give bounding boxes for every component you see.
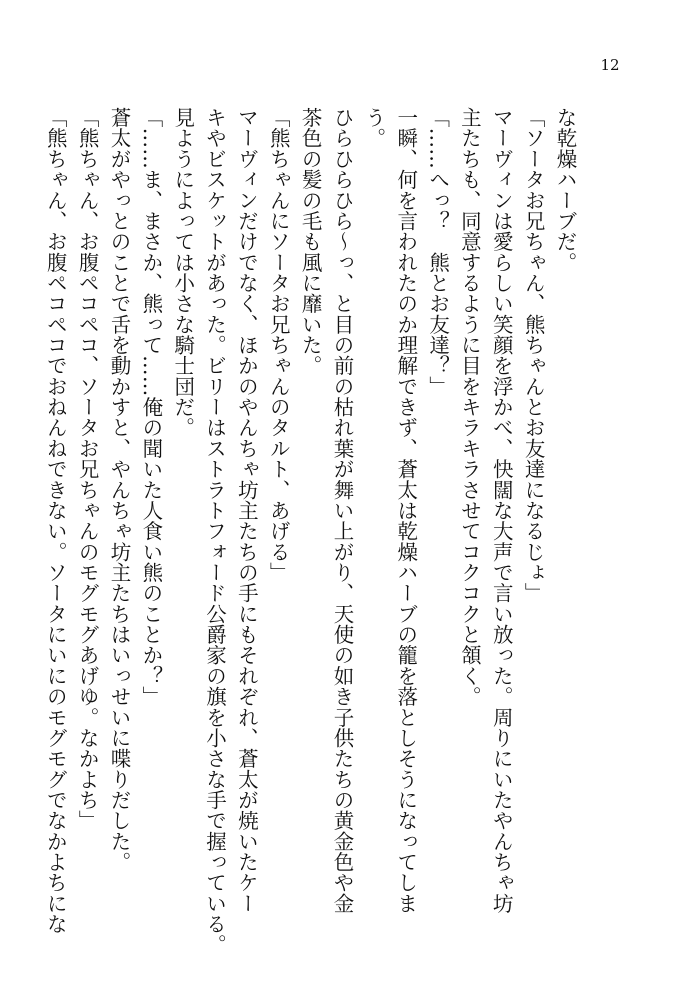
text-line: う。 xyxy=(361,107,386,149)
text-line: キやビスケットがあった。ビリーはストラトフォード公爵家の旗を小さな手で握っている。 xyxy=(202,107,227,955)
text-line: 「熊ちゃんにソータお兄ちゃんのタルト、あげる」 xyxy=(266,107,291,583)
text-line: マーヴィンは愛らしい笑顔を浮かべ、快闊な大声で言い放った。周りにいたやんちゃ坊 xyxy=(489,107,514,914)
text-line: 「……ま、まさか、熊って……俺の聞いた人食い熊のことか？」 xyxy=(138,107,163,707)
text-line: 「熊ちゃん、お腹ペコペコ、ソータお兄ちゃんのモグモグあげゆ。なかよち」 xyxy=(75,107,100,831)
text-line: マーヴィンだけでなく、ほかのやんちゃ坊主たちの手にもそれぞれ、蒼太が焼いたケー xyxy=(234,107,259,914)
text-line: 「ソータお兄ちゃん、熊ちゃんとお友達になるじょ」 xyxy=(521,107,546,604)
text-line: 茶色の髪の毛も風に靡いた。 xyxy=(298,107,323,376)
text-line: 見ようによっては小さな騎士団だ。 xyxy=(170,107,195,438)
text-line: な乾燥ハーブだ。 xyxy=(553,107,577,273)
text-line: 「……へっ？ 熊とお友達？」 xyxy=(425,107,450,397)
novel-text-block xyxy=(43,107,580,955)
text-line: 一瞬、何を言われたのか理解できず、蒼太は乾燥ハーブの籠を落としそうになってしま xyxy=(393,107,418,914)
page-number: 12 xyxy=(600,56,620,74)
text-line: 蒼太がやっとのことで舌を動かすと、やんちゃ坊主たちはいっせいに喋りだした。 xyxy=(106,107,131,873)
text-line: 「熊ちゃん、お腹ペコペコでおねんねできない。ソータにいにのモグモグでなかよちにな xyxy=(43,107,68,935)
text-line: ひらひらひら～っ、と目の前の枯れ葉が舞い上がり、天使の如き子供たちの黄金色や金 xyxy=(329,107,354,914)
text-line: 主たちも、同意するように目をキラキラさせてコクコクと頷く。 xyxy=(457,107,482,707)
